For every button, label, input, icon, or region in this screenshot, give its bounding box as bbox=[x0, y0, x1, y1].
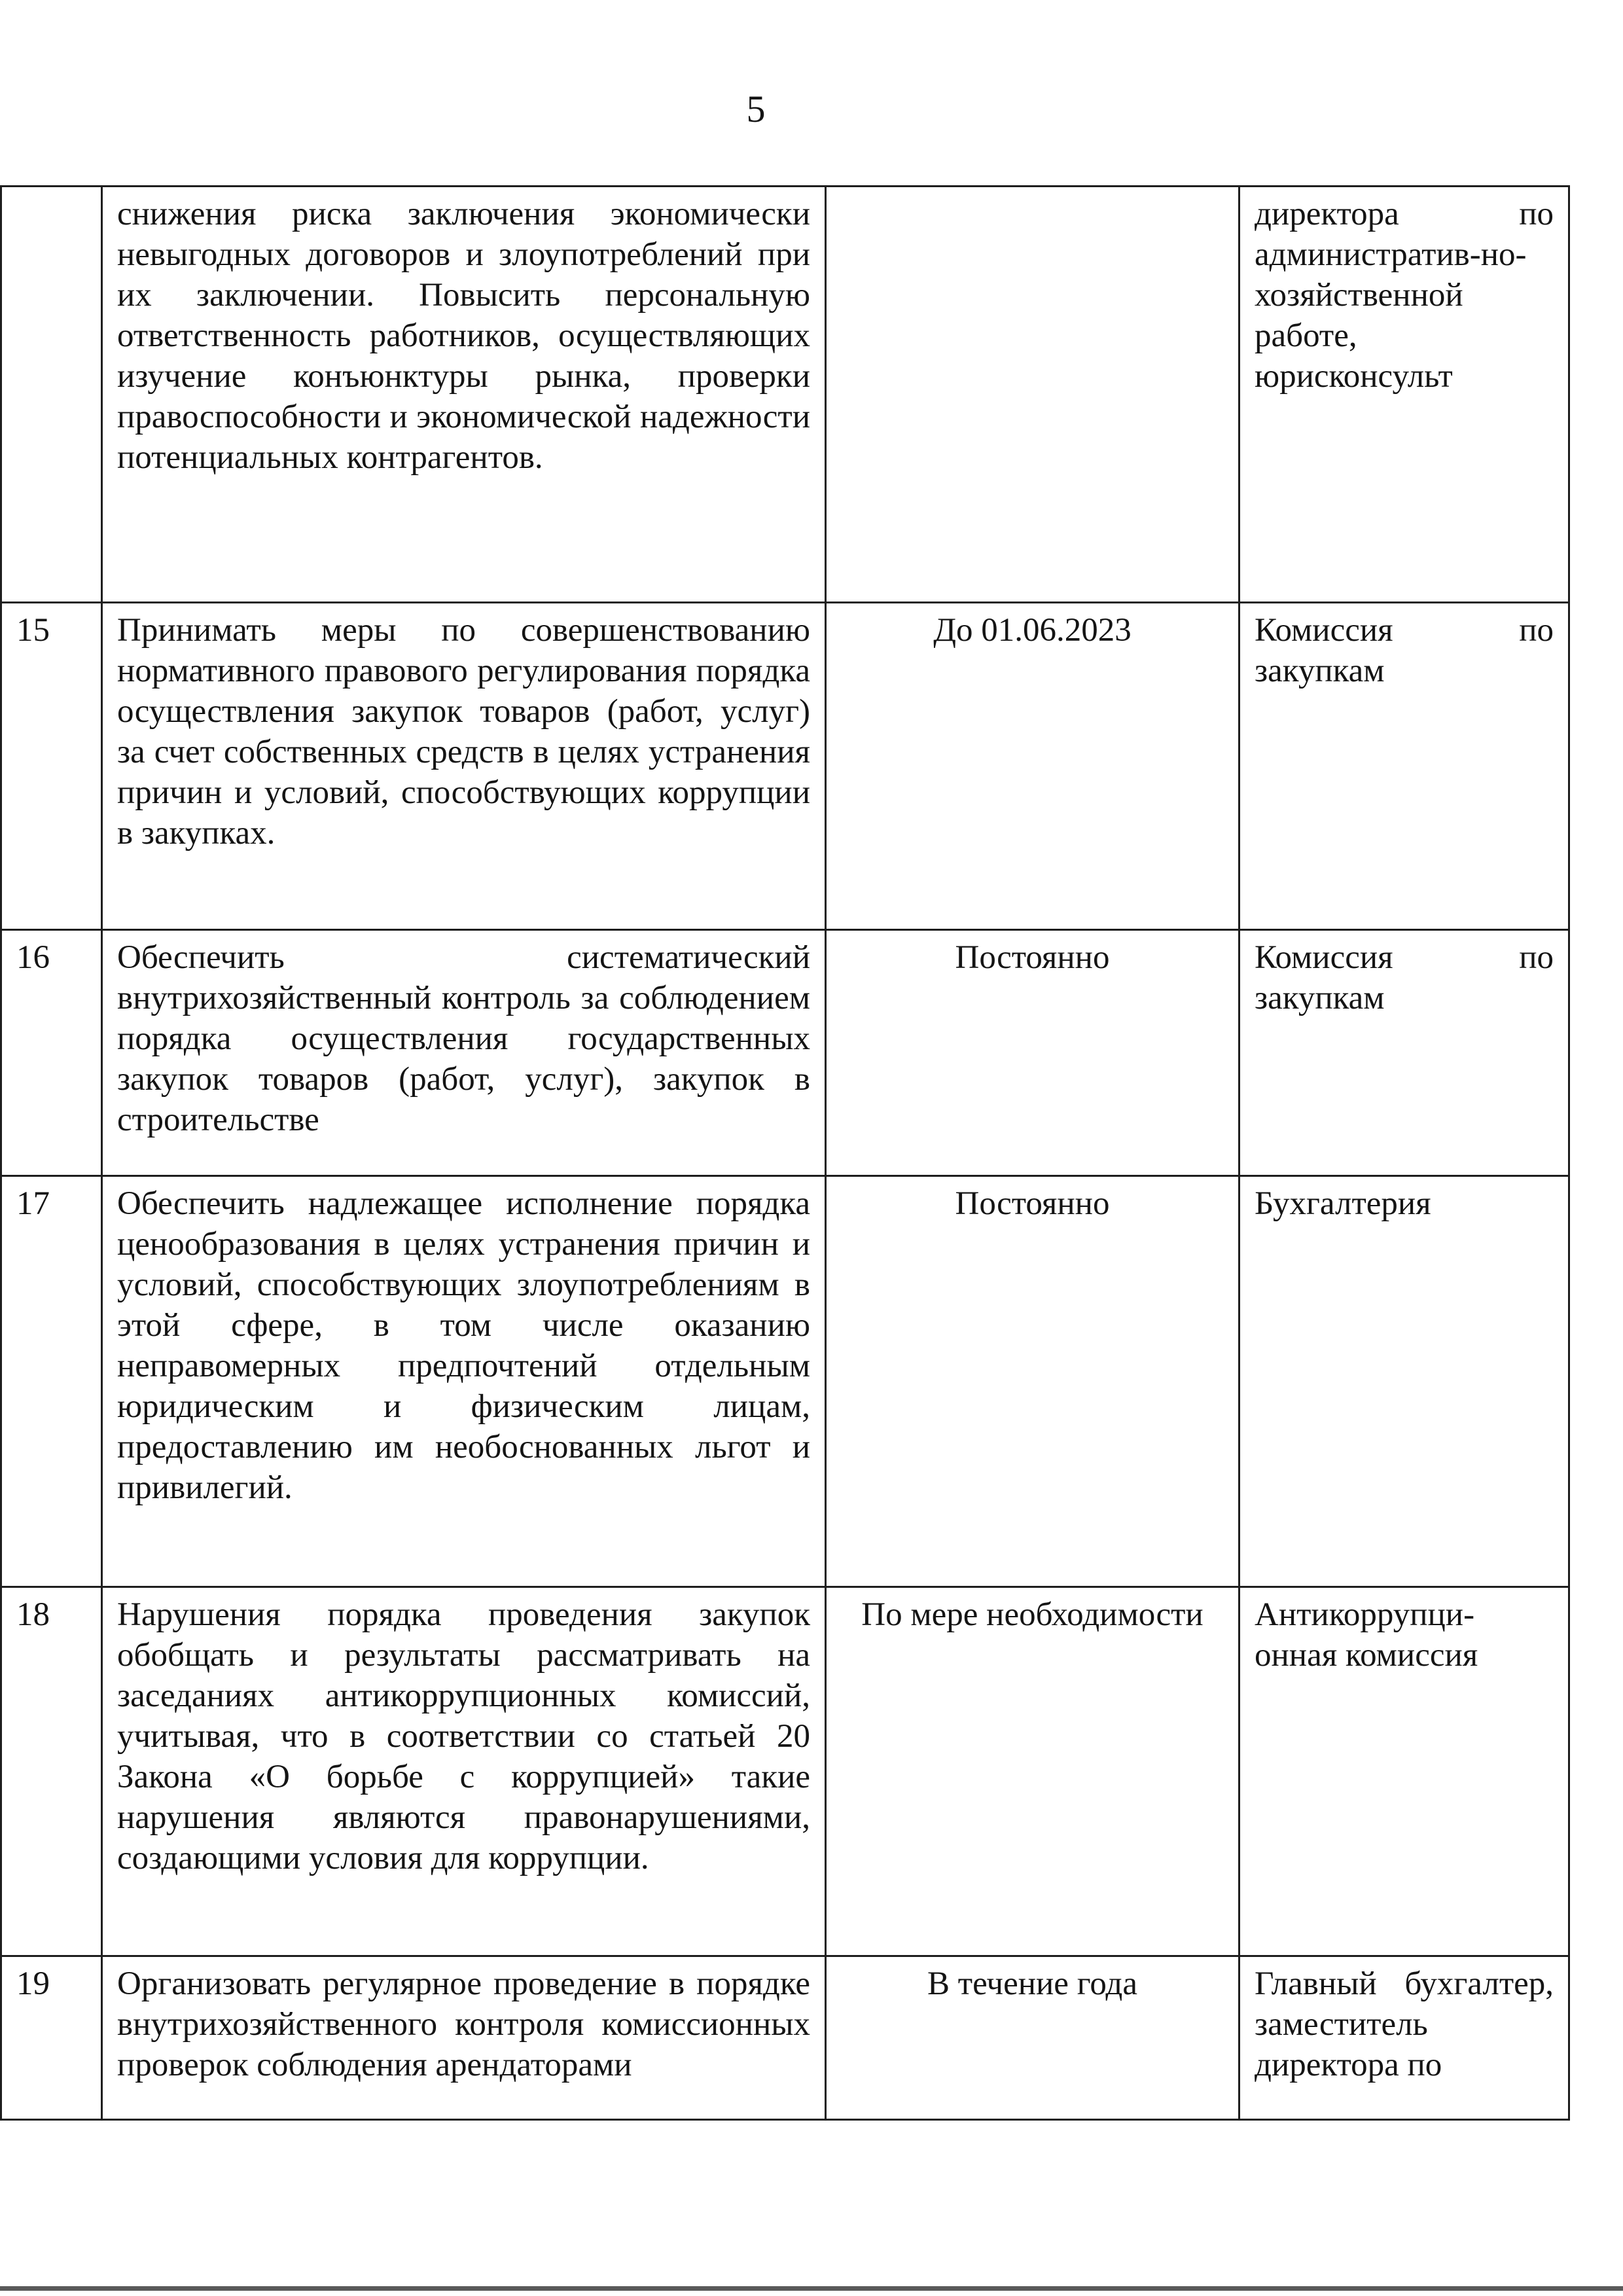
measure-deadline: По мере необходимости bbox=[826, 1587, 1240, 1956]
measure-responsible: директора по административ-но-хозяйственной работе, юрисконсульт bbox=[1240, 187, 1569, 603]
measure-deadline bbox=[826, 187, 1240, 603]
table-row bbox=[1, 1587, 1569, 1956]
page-number: 5 bbox=[746, 88, 766, 130]
measure-responsible: Бухгалтерия bbox=[1240, 1176, 1569, 1587]
table-row bbox=[1, 1956, 1569, 2120]
row-number bbox=[1, 187, 102, 603]
measure-description: Организовать регулярное проведение в порядке внутрихозяйственного контроля комиссионных проверок соблюдения арендаторами bbox=[102, 1956, 826, 2120]
table-row bbox=[1, 1176, 1569, 1587]
measure-description: снижения риска заключения экономически невыгодных договоров и злоупотреблений при их заключении. Повысить персональную ответственность работников, осуществляющих изучение конъюнктуры рынка, проверки правоспособности и экономической надежности потенциальных контрагентов. bbox=[102, 187, 826, 603]
table-row bbox=[1, 187, 1569, 603]
table-row bbox=[1, 603, 1569, 930]
table-row bbox=[1, 930, 1569, 1176]
measure-description: Обеспечить надлежащее исполнение порядка ценообразования в целях устранения причин и условий, способствующих злоупотреблениям в этой сфере, в том числе оказанию неправомерных предпочтений отдельным юридическим и физическим лицам, предоставлению им необоснованных льгот и привилегий. bbox=[102, 1176, 826, 1587]
measure-description: Обеспечить систематический внутрихозяйственный контроль за соблюдением порядка осуществления государственных закупок товаров (работ, услуг), закупок в строительстве bbox=[102, 930, 826, 1176]
measure-description: Нарушения порядка проведения закупок обобщать и результаты рассматривать на заседаниях антикоррупционных комиссий, учитывая, что в соответствии со статьей 20 Закона «О борьбе с коррупцией» такие нарушения являются правонарушениями, создающими условия для коррупции. bbox=[102, 1587, 826, 1956]
measure-responsible: Комиссия по закупкам bbox=[1240, 930, 1569, 1176]
measure-description: Принимать меры по совершенствованию нормативного правового регулирования порядка осуществления закупок товаров (работ, услуг) за счет собственных средств в целях устранения причин и условий, способствующих коррупции в закупках. bbox=[102, 603, 826, 930]
row-number: 18 bbox=[1, 1587, 102, 1956]
measure-responsible: Главный бухгалтер, заместитель директора по bbox=[1240, 1956, 1569, 2120]
measure-deadline: Постоянно bbox=[826, 1176, 1240, 1587]
row-number: 16 bbox=[1, 930, 102, 1176]
row-number: 15 bbox=[1, 603, 102, 930]
measure-responsible: Комиссия по закупкам bbox=[1240, 603, 1569, 930]
measure-responsible: Антикоррупци-онная комиссия bbox=[1240, 1587, 1569, 1956]
measure-deadline: Постоянно bbox=[826, 930, 1240, 1176]
measures-table bbox=[0, 185, 1570, 2121]
scan-bottom-edge bbox=[0, 2286, 1623, 2291]
row-number: 19 bbox=[1, 1956, 102, 2120]
measure-deadline: До 01.06.2023 bbox=[826, 603, 1240, 930]
measure-deadline: В течение года bbox=[826, 1956, 1240, 2120]
row-number: 17 bbox=[1, 1176, 102, 1587]
